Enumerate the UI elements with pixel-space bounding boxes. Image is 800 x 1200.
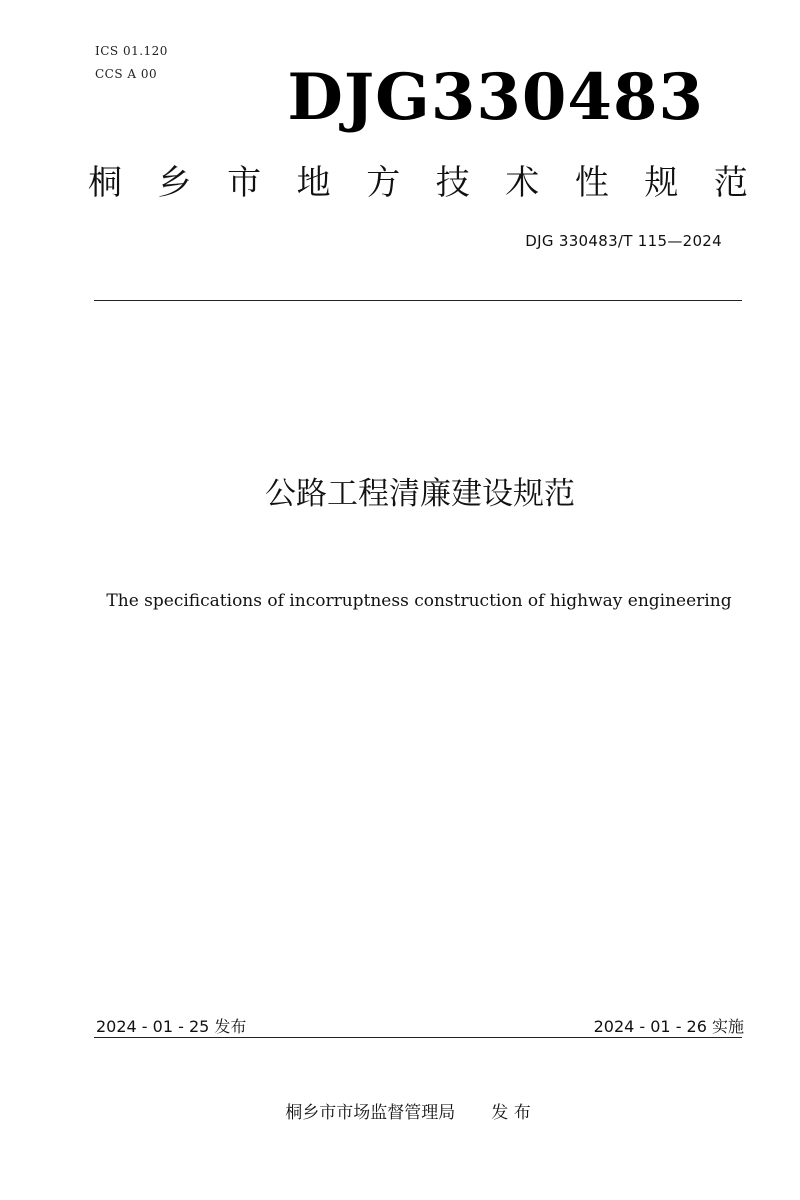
ics-code: ICS 01.120 (95, 44, 168, 58)
standard-type-char: 术 (505, 163, 540, 203)
standard-type-char: 性 (574, 163, 609, 203)
ccs-code: CCS A 00 (95, 67, 158, 81)
top-divider (94, 300, 742, 301)
standard-type-char: 市 (227, 163, 262, 203)
standard-number: DJG 330483/T 115—2024 (525, 232, 722, 250)
title-english: The specifications of incorruptness construction of highway engineering (106, 591, 732, 611)
issue-word: 发 布 (491, 1103, 531, 1123)
bottom-divider (94, 1037, 742, 1038)
standard-series-code: DJG330483 (287, 60, 704, 135)
standard-type-char: 桐 (88, 163, 122, 203)
standard-type-char: 范 (713, 163, 748, 203)
standard-type-char: 乡 (157, 163, 192, 203)
issuer-line (0, 1098, 800, 1123)
standard-type-heading (88, 163, 748, 203)
standard-type-char: 规 (644, 163, 679, 203)
issuing-authority: 桐乡市市场监督管理局 (285, 1103, 456, 1123)
issue-date: 2024 - 01 - 25 发布 (96, 1017, 247, 1036)
standard-type-char: 技 (435, 163, 470, 203)
standard-type-char: 方 (366, 163, 401, 203)
standard-type-char: 地 (296, 163, 331, 203)
title-chinese: 公路工程清廉建设规范 (265, 476, 575, 512)
implementation-date: 2024 - 01 - 26 实施 (593, 1017, 744, 1036)
